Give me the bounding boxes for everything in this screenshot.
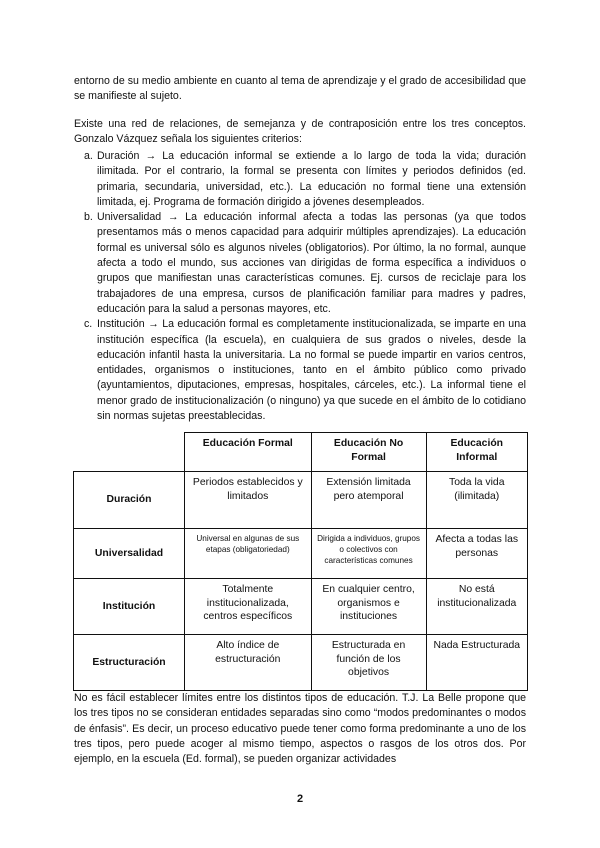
comparison-table: [73, 432, 528, 691]
table-row: [74, 579, 528, 635]
table-cell: Afecta a todas las personas: [426, 529, 527, 579]
table-cell: En cualquier centro, organismos e instituciones: [311, 579, 426, 635]
table-header-row: [74, 433, 528, 472]
row-header-universalidad: Universalidad: [74, 529, 185, 579]
criteria-text: Duración → La educación informal se extiende a lo largo de toda la vida; duración ilimitada. Por el contrario, la formal se presenta con límites y periodos definidos (ed. primaria, secundaria, universidad, etc.). La educación no formal tiene una extensión limitada, ej. Programa de formación dirigido a jóvenes desempleados.: [97, 150, 526, 208]
criteria-item-duracion: [74, 149, 526, 210]
criteria-text: Institución → La educación formal es completamente institucionalizada, se imparte en una institución específica (la escuela), en cualquiera de sus grados o niveles, desde la educación infantil hasta la universitaria. La no formal se puede impartir en varios centros, entidades, organismos o instituciones, tanto en el ámbito público como privado (ayuntamientos, diputaciones, empresas, hospitales, cárceles, etc.). La informal tiene el menor grado de institucionalización (o ninguno) ya que sucede en el ámbito de lo cotidiano sin normas sujetas preestablecidas.: [97, 318, 526, 423]
list-marker: c.: [84, 318, 93, 331]
table-row: [74, 472, 528, 529]
relations-paragraph: Existe una red de relaciones, de semejanza y de contraposición entre los tres conceptos. Gonzalo Vázquez señala los siguientes criterios:: [74, 118, 526, 146]
table-row: [74, 635, 528, 691]
table-cell: Estructurada en función de los objetivos: [311, 635, 426, 691]
list-marker: b.: [84, 211, 93, 224]
closing-paragraph: No es fácil establecer límites entre los distintos tipos de educación. T.J. La Belle propone que los tres tipos no se consideran entidades separadas sino como “modos predominantes o modos de énfasis”. Es decir, un proceso educativo puede tener como forma predominante a uno de los tres tipos, pero puede acoger al mismo tiempo, aspectos o rasgos de los otros dos. Por ejemplo, en la escuela (Ed. formal), se pueden organizar actividades: [74, 692, 526, 766]
table-cell: Totalmente institucionalizada, centros específicos: [185, 579, 312, 635]
table-cell: No está institucionalizada: [426, 579, 527, 635]
row-header-duracion: Duración: [74, 472, 185, 529]
table-cell: Alto índice de estructuración: [185, 635, 312, 691]
empty-corner-cell: [74, 433, 185, 472]
table-cell: Toda la vida (ilimitada): [426, 472, 527, 529]
table-row: [74, 529, 528, 579]
page-number: 2: [296, 793, 304, 805]
criteria-item-universalidad: [74, 210, 526, 317]
column-header-informal: Educación Informal: [426, 433, 527, 472]
column-header-no-formal: Educación No Formal: [311, 433, 426, 472]
row-header-estructuracion: Estructuración: [74, 635, 185, 691]
row-header-institucion: Institución: [74, 579, 185, 635]
intro-paragraph: entorno de su medio ambiente en cuanto al tema de aprendizaje y el grado de accesibilidad que se manifieste al sujeto.: [74, 75, 526, 103]
criteria-list: [74, 149, 526, 424]
column-header-formal: Educación Formal: [185, 433, 312, 472]
table-cell: Periodos establecidos y limitados: [185, 472, 312, 529]
table-cell: Nada Estructurada: [426, 635, 527, 691]
criteria-item-institucion: [74, 317, 526, 424]
table-cell: Dirigida a individuos, grupos o colectivos con características comunes: [311, 529, 426, 579]
list-marker: a.: [84, 150, 93, 162]
table-cell: Universal en algunas de sus etapas (obligatoriedad): [185, 529, 312, 579]
criteria-text: Universalidad → La educación informal afecta a todas las personas (ya que todos presentamos más o menos capacidad para adquirir múltiples aprendizajes). La educación formal es universal sólo es algunos niveles (obligatorios). Por último, la no formal, aunque afecta a todo el mundo, sus acciones van dirigidas de forma específica a individuos o grupos que manifiestan unas características comunes. Ej. cursos de reciclaje para los trabajadores de una empresa, cursos de planificación familiar para madres y padres, educación para la salud a personas mayores, etc.: [97, 211, 526, 315]
table-cell: Extensión limitada pero atemporal: [311, 472, 426, 529]
